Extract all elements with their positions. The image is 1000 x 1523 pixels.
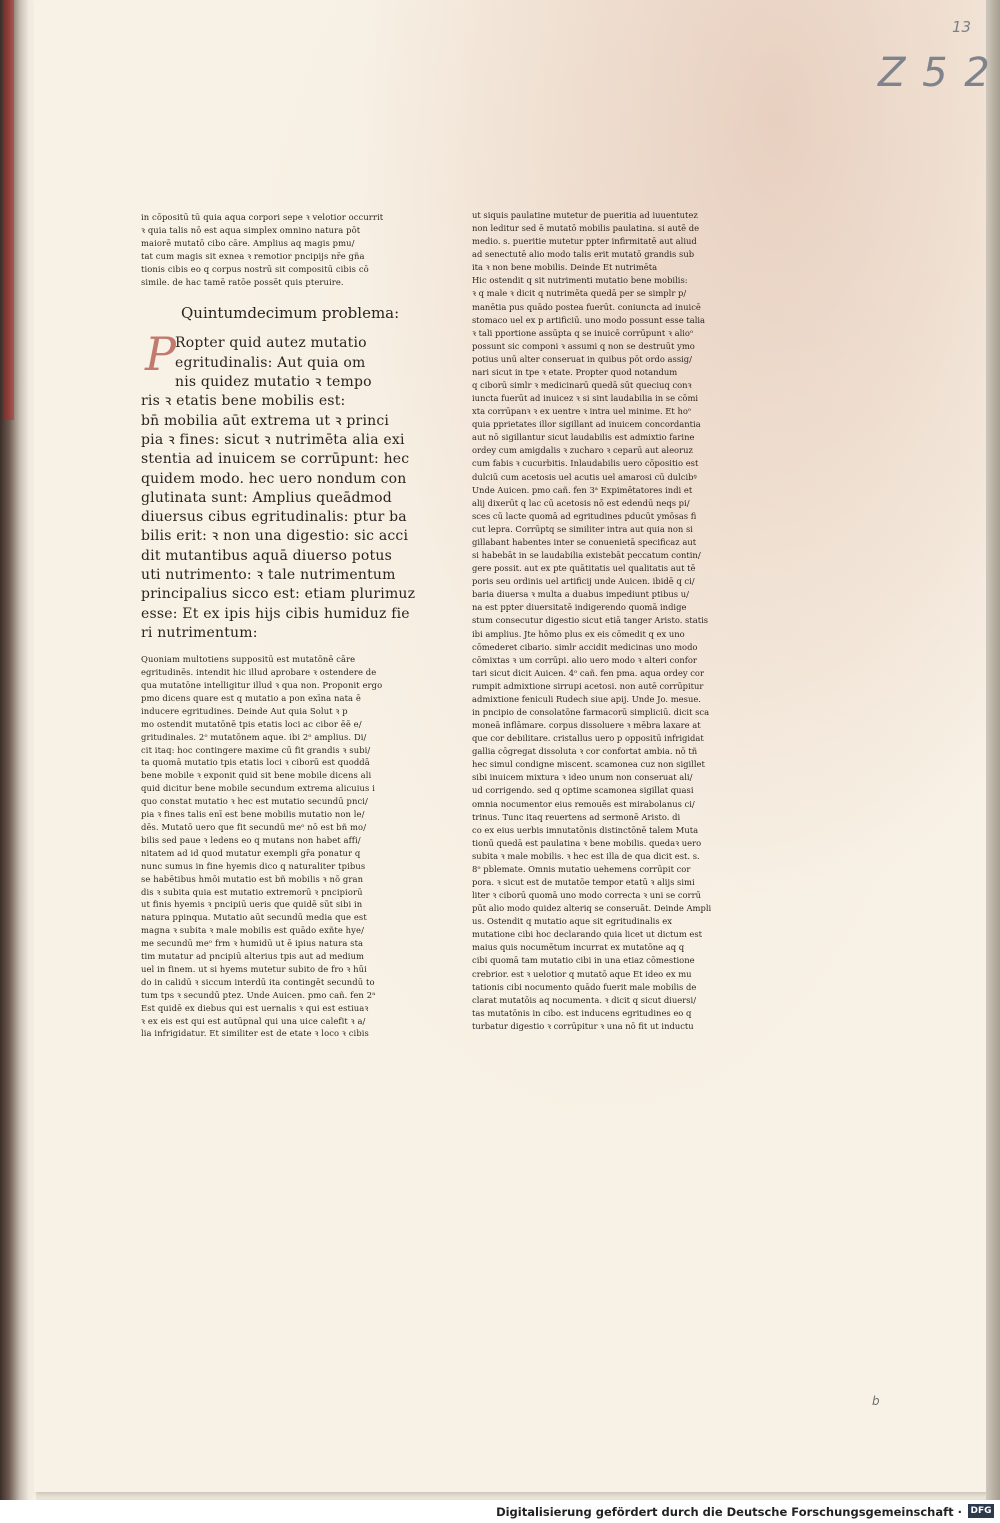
book-binding: [0, 0, 36, 1500]
right-column-line: ita ꝛ non bene mobilis. Deinde Et nutrimēta: [472, 262, 658, 273]
right-column-line: mutatione cibi hoc declarando quia licet ut dictum est: [472, 929, 703, 940]
right-column-line: cibi quomā tam mutatio cibi in una etiaz cōmestione: [472, 955, 695, 966]
right-column-line: admixtione feniculi Rudech siue apij. Unde Jo. mesue.: [472, 693, 701, 704]
commentary-line: ꝛ ex eis est qui est autūpnal qui una uice calefit ꝛ a/: [141, 1015, 366, 1026]
commentary-line: Quoniam multotiens suppositū est mutatōnē cāre: [141, 654, 356, 665]
right-column-line: crebrior. est ꝛ uelotior q mutatō aque Et ideo ex mu: [472, 968, 692, 979]
binding-red-edge: [4, 0, 14, 420]
right-column-line: dulciū cum acetosis uel acutis uel amarosi cū dulcibꝰ: [472, 471, 697, 482]
problem-line: principalius sicco est: etiam plurimuz: [141, 586, 416, 603]
problem-line: quidem modo. hec uero nondum con: [141, 470, 407, 487]
rubricated-initial: P: [145, 327, 176, 382]
right-column-line: medio. s. pueritie mutetur ppter infirmitatē aut aliud: [472, 236, 697, 247]
right-column-line: non leditur sed ē mutatō mobilis paulatina. si autē de: [472, 223, 700, 234]
intro-line: simile. de hac tamē ratōe possēt quis pteruire.: [141, 276, 344, 287]
problem-line: ris ꝛ etatis bene mobilis est:: [141, 393, 346, 410]
commentary-line: tim mutatur ad pncipiū alterius tpis aut ad medium: [141, 951, 365, 962]
problem-line: bn̄ mobilia aūt extrema ut ꝛ princi: [141, 412, 390, 429]
commentary-line: do in calidū ꝛ siccum interdū ita contingēt secundū to: [141, 976, 375, 987]
right-column-line: ꝛ q male ꝛ dicit q nutrimēta quedā per se simplr p/: [472, 288, 687, 299]
right-column-line: ꝛ tali pportione assūpta q se inuicē corrūpunt ꝛ alioᵒ: [472, 327, 694, 338]
right-column-line: in pncipio de consolatōne farmacorū simpliciū. dicit sca: [472, 706, 710, 717]
right-column-line: liter ꝛ ciborū quomā uno modo correcta ꝛ uni se corrū: [472, 890, 701, 901]
commentary-line: ut finis hyemis ꝛ pncipiū ueris que quidē sūt sibi in: [141, 899, 363, 910]
right-column-line: nari sicut in tpe ꝛ etate. Propter quod notandum: [472, 366, 678, 377]
commentary-line: lia infrigidatur. Et similiter est de etate ꝛ loco ꝛ cibis: [141, 1028, 369, 1039]
right-column-line: maius quis nocumētum incurrat ex mutatōne aq q: [472, 942, 685, 953]
signature-mark: b: [872, 1394, 880, 1408]
right-column-line: turbatur digestio ꝛ corrūpitur ꝛ una nō fit ut inductu: [472, 1020, 694, 1031]
right-column-line: cōmixtas ꝛ um corrūpi. alio uero modo ꝛ alteri confor: [472, 654, 697, 665]
commentary-line: Est quidē ex diebus qui est uernalis ꝛ qui est estiuaꝛ: [141, 1002, 369, 1013]
right-column-line: sibi inuicem mixtura ꝛ ideo unum non conseruat ali/: [472, 772, 693, 783]
commentary-line: nunc sumus in fine hyemis dico q naturaliter tpibus: [141, 860, 366, 871]
footer-bar: [0, 1500, 1000, 1523]
problem-line: bilis erit: ꝛ non una digestio: sic acci: [141, 528, 409, 545]
commentary-line: nitatem ad id quod mutatur exempli gr̄a ponatur q: [141, 847, 361, 858]
right-column-line: manētia pus quādo postea fuerūt. coniuncta ad inuicē: [472, 301, 701, 312]
right-column-line: xta corrūpanꝛ ꝛ ex uentre ꝛ intra uel minime. Et hoᵒ: [472, 406, 692, 417]
right-column-line: ut siquis paulatine mutetur de pueritia ad iuuentutez: [472, 210, 698, 220]
right-column-line: gillabant habentes inter se conuenietā specificaz aut: [472, 536, 697, 547]
right-column-line: ibi amplius. Jte hōmo plus ex eis cōmedit q ex uno: [472, 628, 685, 639]
commentary-line: quo constat mutatio ꝛ hec est mutatio secundū pnci/: [141, 796, 368, 807]
commentary-line: bilis sed paue ꝛ ledens eo q mutans non habet affi/: [141, 834, 361, 845]
folio-number: 13: [952, 18, 972, 36]
commentary-line: gritudinales. 2ᵒ mutatōnem aque. ibi 2ᵒ amplius. Di/: [141, 731, 367, 742]
commentary-line: natura ppinqua. Mutatio aūt secundū media que est: [141, 912, 367, 923]
problem-line: stentia ad inuicem se corrūpunt: hec: [141, 451, 410, 468]
right-column-line: quia pprietates illor sigillant ad inuicem concordantia: [472, 419, 701, 430]
right-column-line: rumpit admixtione sirrupi acetosi. non autē corrūpitur: [472, 680, 704, 691]
right-column-line: gallia cōgregat dissoluta ꝛ cor confortat ambia. nō tñ: [472, 746, 698, 757]
right-column-line: moneā inflāmare. corpus dissoluere ꝛ mēbra laxare at: [472, 720, 701, 731]
right-column-line: Unde Auicen. pmo cañ. fen 3ᵃ Expimētatores indi et: [472, 484, 693, 495]
right-column-line: iuncta fuerūt ad inuicez ꝛ si sint laudabilia in se cōmi: [472, 393, 699, 404]
right-column-line: Hic ostendit q sit nutrimenti mutatio bene mobilis:: [472, 275, 688, 286]
right-column-line: cut lepra. Corrūptq se similiter intra aut quia non si: [472, 523, 693, 534]
intro-line: maiorē mutatō cibo cāre. Amplius aq magis pmu/: [141, 237, 355, 248]
right-column-line: pūt alio modo quidez alteriq se conseruāt. Deinde Ampli: [472, 903, 712, 914]
right-column: [472, 209, 720, 1033]
problem-line: glutinata sunt: Amplius queādmod: [141, 489, 392, 506]
commentary-line: me secundū meᵒ frm ꝛ humidū ut ē ipius natura sta: [141, 938, 364, 949]
right-column-line: baria diuersa ꝛ multa a duabus impediunt ptibus u/: [472, 589, 689, 600]
problem-heading: Quintumdecimum problema:: [181, 304, 400, 323]
commentary-line: magna ꝛ subita ꝛ male mobilis est quādo exñte hye/: [141, 925, 364, 936]
right-column-line: stomaco uel ex p artificiū. uno modo possunt esse talia: [472, 314, 706, 325]
right-column-line: tari sicut dicit Auicen. 4ᵒ cañ. fen pma. aqua ordey cor: [472, 667, 704, 678]
page-edge: [986, 0, 1000, 1500]
intro-line: tat cum magis sit exnea ꝛ remotior pncipijs nr̄e gña: [141, 250, 365, 261]
shelfmark-annotation: Z 5 2: [878, 50, 992, 96]
problem-line: ri nutrimentum:: [141, 624, 258, 641]
right-column-line: potius unū alter conseruat in quibus pōt ordo assig/: [472, 353, 692, 364]
right-column-line: ud corrigendo. sed q optime scamonea sigillat quasi: [472, 785, 694, 796]
right-column-line: aut nō sigillantur sicut laudabilis est admixtio farine: [472, 432, 695, 443]
right-column-line: tationis cibi nocumento quādo fuerit male mobilis de: [472, 981, 697, 992]
right-column-line: poris seu ordinis uel artificij unde Auicen. ibidē q ci/: [472, 576, 695, 587]
commentary-text: [141, 653, 405, 1040]
right-column-line: ad senectutē alio modo talis erit mutatō grandis sub: [472, 249, 695, 260]
commentary-line: mo ostendit mutatōnē tpis etatis loci ac cibor ēē e/: [141, 718, 362, 729]
problem-line: dit mutantibus aquā diuerso potus: [141, 547, 392, 564]
right-column-line: sces cū lacte quomā ad egritudines pducūt ymōsas fi: [472, 510, 697, 521]
right-column-line: possunt sic componi ꝛ assumi q non se destruūt ymo: [472, 340, 695, 351]
intro-line: tionis cibis eo q corpus nostrū sit compositū cibis cō: [141, 263, 369, 274]
commentary-line: dēs. Mutatō uero que fit secundū meᵒ nō est bñ mo/: [141, 821, 367, 832]
right-column-line: alij dixerūt q lac cū acetosis nō est edendū neqs pi/: [472, 497, 690, 508]
commentary-line: cit itaq: hoc contingere maxime cū fit grandis ꝛ subi/: [141, 744, 371, 755]
commentary-line: egritudinēs. intendit hic illud aprobare ꝛ ostendere de: [141, 667, 377, 678]
right-column-line: na est ppter diuersitatē indigerendo quomā indige: [472, 602, 687, 613]
problem-line: uti nutrimento: ꝛ tale nutrimentum: [141, 567, 396, 583]
problem-line: pia ꝛ fines: sicut ꝛ nutrimēta alia exi: [141, 431, 405, 448]
commentary-line: tum tps ꝛ secundū ptez. Unde Auicen. pmo cañ. fen 2ᵃ: [141, 989, 376, 1000]
problem-line: egritudinalis: Aut quia om: [175, 354, 366, 371]
problem-line: Ropter quid autez mutatio: [175, 335, 367, 352]
commentary-line: bene mobile ꝛ exponit quid sit bene mobile dicens ali: [141, 770, 372, 781]
commentary-line: dis ꝛ subita quia est mutatio extremorū ꝛ pncipiorū: [141, 886, 363, 897]
dfg-logo: DFG: [968, 1504, 994, 1518]
right-column-line: cōmederet cibario. simlr accidit medicinas uno modo: [472, 641, 698, 652]
intro-line: ꝛ quia talis nō est aqua simplex omnino natura pōt: [141, 224, 361, 235]
commentary-line: quid dicitur bene mobile secundum extrema alicuius i: [141, 783, 375, 794]
right-column-line: stum consecutur digestio sicut etiā tanger Aristo. statis: [472, 615, 709, 626]
intro-line: in cōpositū tū quia aqua corpori sepe ꝛ velotior occurrit: [141, 212, 384, 222]
right-column-line: ordey cum amigdalis ꝛ zucharo ꝛ ceparū aut aleoruz: [472, 445, 693, 456]
right-column-line: tas mutatōnis in cibo. est inducens egritudines eo q: [472, 1007, 692, 1018]
right-column-line: omnia nocumentor eius remouēs est mirabolanus ci/: [472, 798, 695, 809]
right-column-line: trinus. Tunc itaq reuertens ad sermonē Aristo. di: [472, 811, 681, 822]
commentary-line: qua mutatōne intelligitur illud ꝛ qua non. Proponit ergo: [141, 680, 383, 690]
right-column-line: cum fabis ꝛ cucurbitis. Inlaudabilis uero cōpositio est: [472, 458, 699, 469]
problem-line: nis quidez mutatio ꝛ tempo: [175, 374, 372, 391]
right-column-line: si habebāt in se laudabilia existebāt peccatum contin/: [472, 550, 701, 561]
right-column-line: us. Ostendit q mutatio aque sit egritudinalis ex: [472, 916, 672, 927]
right-column-line: gere possit. aut ex pte quātitatis uel qualitatis aut tē: [472, 563, 696, 574]
right-column-line: q ciborū simlr ꝛ medicinarū quedā sūt queciuq conꝛ: [472, 380, 692, 391]
right-column-line: que cor debilitare. cristallus uero p oppositū infrigidat: [472, 733, 704, 744]
commentary-line: uel in finem. ut si hyems mutetur subito de fro ꝛ hūi: [141, 963, 367, 974]
commentary-line: ta quomā mutatio tpis etatis loci ꝛ ciborū est quoddā: [141, 757, 370, 768]
right-column-line: subita ꝛ male mobilis. ꝛ hec est illa de qua dicit est. s.: [472, 850, 700, 861]
right-column-line: co ex eius uerbis imnutatōnis distinctōnē talem Muta: [472, 824, 699, 835]
problem-line: esse: Et ex ipis hijs cibis humiduz fie: [141, 605, 410, 622]
commentary-line: pmo dicens quare est q mutatio a pon exīna nata ē: [141, 692, 361, 703]
left-column: [141, 211, 416, 1040]
right-column-line: hec simul condigne miscent. scamonea cuz non sigillet: [472, 759, 705, 770]
right-column-line: 8ᵒ pblemate. Omnis mutatio uehemens corrūpit cor: [472, 863, 691, 874]
commentary-line: inducere egritudines. Deinde Aut quia Solut ꝛ p: [141, 705, 348, 716]
problem-line: diuersus cibus egritudinalis: ptur ba: [141, 509, 407, 526]
right-column-line: tionū quedā est paulatina ꝛ bene mobilis. quedaꝛ uero: [472, 837, 702, 848]
digitization-credit: Digitalisierung gefördert durch die Deutsche Forschungsgemeinschaft ·: [496, 1505, 962, 1519]
problem-text: [141, 327, 416, 643]
commentary-line: pia ꝛ fines talis enī est bene mobilis mutatio non le/: [141, 809, 365, 820]
right-column-line: clarat mutatōis aq nocumenta. ꝛ dicit q sicut diuersi/: [472, 994, 697, 1005]
commentary-line: se habētibus hmōi mutatio est bñ mobilis ꝛ nō gran: [141, 873, 364, 884]
right-column-line: pora. ꝛ sicut est de mutatōe tempor etatū ꝛ alijs simi: [472, 876, 695, 887]
intro-text: [141, 211, 405, 288]
